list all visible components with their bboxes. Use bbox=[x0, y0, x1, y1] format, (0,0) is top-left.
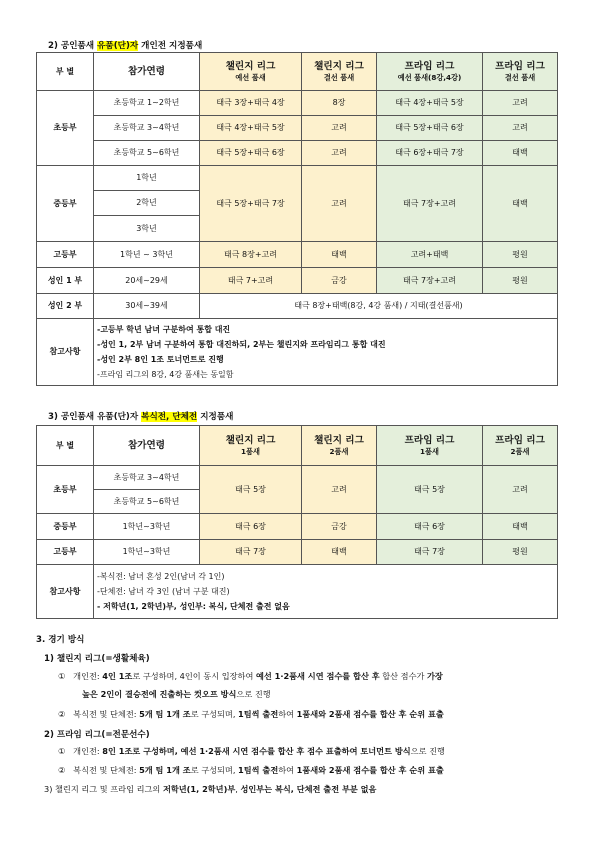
prime-league-heading: 2) 프라임 리그(=전문선수) bbox=[44, 730, 150, 740]
league-note bbox=[44, 784, 376, 795]
header-label: 프라임 리그 bbox=[495, 60, 545, 72]
item-text-bold: 8인 1조로 구성하며, 예선 1·2품새 시연 점수를 합산 후 점수 표출하여 토너먼트 방식 bbox=[102, 746, 411, 756]
notes-row bbox=[37, 565, 558, 619]
note-line: - 저학년(1, 2학년)부, 성인부: 복식, 단체전 출전 없음 bbox=[97, 602, 290, 611]
header-prime-final bbox=[483, 53, 558, 91]
cell: 고려 bbox=[302, 116, 377, 141]
header-sub: 1품새 bbox=[241, 446, 260, 456]
prime-item-2 bbox=[58, 765, 444, 776]
item-text: 3) 챌린지 리그 및 프라임 리그의 bbox=[44, 784, 163, 794]
item-text-bold: 성인부는 복식, 단체전 출전 부분 없음 bbox=[240, 784, 377, 794]
cell: 태백 bbox=[483, 141, 558, 166]
header-challenge-1 bbox=[200, 426, 302, 466]
header-label: 프라임 리그 bbox=[404, 60, 455, 72]
note-line: -성인 2부 8인 1조 토너먼트로 진행 bbox=[97, 355, 224, 364]
header-prime-prelim bbox=[377, 53, 483, 91]
cell: 고려 bbox=[483, 116, 558, 141]
pair-team-poomsae-table bbox=[36, 425, 558, 619]
header-label: 챌린지 리그 bbox=[225, 60, 276, 72]
item-number: ① bbox=[58, 671, 66, 681]
table-row bbox=[37, 166, 558, 191]
age-cell: 1학년 ~ 3학년 bbox=[94, 242, 200, 268]
cell: 고려 bbox=[483, 466, 558, 514]
header-sub: 2품새 bbox=[329, 446, 349, 456]
division-adult-2: 성인 2 부 bbox=[37, 294, 94, 319]
section-3-title-suffix: 지정품새 bbox=[197, 412, 234, 422]
item-text-bold: 1팀씩 출전 bbox=[238, 709, 279, 719]
header-prime-2 bbox=[483, 426, 558, 466]
header-label: 프라임 리그 bbox=[495, 434, 545, 446]
division-middle: 중등부 bbox=[37, 166, 94, 242]
table-row bbox=[37, 268, 558, 294]
age-cell: 초등학교 5~6학년 bbox=[94, 141, 200, 166]
division-middle: 중등부 bbox=[37, 514, 94, 540]
cell: 태극 8장+고려 bbox=[200, 242, 302, 268]
item-text: 로 구성하며, 4인이 동시 입장하여 bbox=[132, 671, 256, 681]
header-division: 부 별 bbox=[37, 53, 94, 91]
age-cell: 초등학교 5~6학년 bbox=[94, 490, 200, 514]
cell: 금강 bbox=[302, 268, 377, 294]
table-row bbox=[37, 91, 558, 116]
age-cell: 20세~29세 bbox=[94, 268, 200, 294]
item-text: 개인전: bbox=[73, 746, 103, 756]
age-cell: 초등학교 3~4학년 bbox=[94, 116, 200, 141]
cell: 태백 bbox=[483, 514, 558, 540]
cell: 태백 bbox=[302, 242, 377, 268]
cell: 태극 6장 bbox=[377, 514, 483, 540]
header-label: 챌린지 리그 bbox=[314, 434, 364, 446]
note-line: -복식전: 남녀 혼성 2인(남녀 각 1인) bbox=[97, 572, 225, 581]
item-text: 개인전: bbox=[73, 671, 103, 681]
item-text-bold: 5개 팀 1개 조 bbox=[139, 765, 191, 775]
age-cell: 1학년 bbox=[94, 166, 200, 191]
cell: 태극 5장 bbox=[377, 466, 483, 514]
method-heading: 3. 경기 방식 bbox=[36, 635, 85, 645]
item-text-bold: 1품새와 2품새 점수를 합산 후 순위 표출 bbox=[296, 709, 444, 719]
cell: 태백 bbox=[483, 166, 558, 242]
item-text: 복식전 및 단체전: bbox=[73, 765, 140, 775]
header-sub: 예선 품새 bbox=[235, 72, 266, 82]
cell: 고려 bbox=[483, 91, 558, 116]
individual-poomsae-table bbox=[36, 52, 558, 386]
cell: 고려 bbox=[302, 166, 377, 242]
notes-content bbox=[94, 319, 558, 386]
age-cell: 30세~39세 bbox=[94, 294, 200, 319]
division-high: 고등부 bbox=[37, 540, 94, 565]
cell: 평원 bbox=[483, 242, 558, 268]
item-number: ① bbox=[58, 746, 66, 756]
note-line: -성인 1, 2부 남녀 구분하여 통합 대진하되, 2부는 챌린지와 프라임리그 통합 대진 bbox=[97, 340, 386, 349]
cell: 8장 bbox=[302, 91, 377, 116]
cell: 태극 6장+태극 7장 bbox=[377, 141, 483, 166]
challenge-item-1 bbox=[58, 671, 443, 682]
cell: 태극 7장 bbox=[377, 540, 483, 565]
table-row bbox=[37, 116, 558, 141]
item-number: ② bbox=[58, 709, 66, 719]
item-text: 합산 점수가 bbox=[379, 671, 427, 681]
item-text-bold: 높은 2인이 결승전에 진출하는 컷오프 방식 bbox=[82, 689, 237, 699]
cell: 태극 7장+고려 bbox=[377, 268, 483, 294]
age-cell: 초등학교 1~2학년 bbox=[94, 91, 200, 116]
cell: 고려+태백 bbox=[377, 242, 483, 268]
cell: 태극 7장+고려 bbox=[377, 166, 483, 242]
item-text: 복식전 및 단체전: bbox=[73, 709, 140, 719]
section-3-table-title bbox=[48, 410, 233, 422]
item-number: ② bbox=[58, 765, 66, 775]
item-text-bold: 5개 팀 1개 조 bbox=[139, 709, 191, 719]
header-sub: 1품새 bbox=[420, 446, 439, 456]
note-line: -단체전: 남녀 각 3인 (남녀 구분 대진) bbox=[97, 587, 230, 596]
division-elementary: 초등부 bbox=[37, 91, 94, 166]
header-label: 챌린지 리그 bbox=[314, 60, 364, 72]
header-sub: 2품새 bbox=[510, 446, 530, 456]
item-text-bold: 가장 bbox=[427, 671, 443, 681]
cell: 태극 5장+태극 7장 bbox=[200, 166, 302, 242]
item-text-bold: 예선 1·2품새 시연 점수를 합산 후 bbox=[255, 671, 380, 681]
cell: 태극 5장+태극 6장 bbox=[200, 141, 302, 166]
cell: 태백 bbox=[302, 540, 377, 565]
item-text: 하여 bbox=[278, 709, 297, 719]
age-cell: 1학년~3학년 bbox=[94, 514, 200, 540]
age-cell: 1학년~3학년 bbox=[94, 540, 200, 565]
header-division: 부 별 bbox=[37, 426, 94, 466]
header-challenge-2 bbox=[302, 426, 377, 466]
cell: 평원 bbox=[483, 540, 558, 565]
table-row bbox=[37, 540, 558, 565]
item-text-bold: 1품새와 2품새 점수를 합산 후 순위 표출 bbox=[296, 765, 444, 775]
cell: 태극 3장+태극 4장 bbox=[200, 91, 302, 116]
age-cell: 초등학교 3~4학년 bbox=[94, 466, 200, 490]
item-text: 하여 bbox=[278, 765, 297, 775]
notes-row bbox=[37, 319, 558, 386]
cell: 태극 5장 bbox=[200, 466, 302, 514]
challenge-league-heading: 1) 챌린지 리그(=생활체육) bbox=[44, 654, 150, 664]
table-row bbox=[37, 466, 558, 490]
cell: 태극 7장 bbox=[200, 540, 302, 565]
cell: 태극 7+고려 bbox=[200, 268, 302, 294]
item-text-bold: 저학년(1, 2학년)부 bbox=[162, 784, 236, 794]
cell: 금강 bbox=[302, 514, 377, 540]
header-prime-1 bbox=[377, 426, 483, 466]
section-2-title-prefix: 2) 공인품새 bbox=[48, 41, 98, 51]
cell: 태극 4장+태극 5장 bbox=[377, 91, 483, 116]
division-high: 고등부 bbox=[37, 242, 94, 268]
cell: 태극 5장+태극 6장 bbox=[377, 116, 483, 141]
table-row bbox=[37, 514, 558, 540]
age-cell: 2학년 bbox=[94, 191, 200, 216]
notes-content bbox=[94, 565, 558, 619]
note-line: -프라임 리그의 8강, 4강 품새는 동일함 bbox=[97, 370, 234, 379]
prime-item-1 bbox=[58, 746, 445, 757]
header-sub: 결선 품새 bbox=[504, 72, 536, 82]
notes-label: 참고사항 bbox=[37, 565, 94, 619]
table-row bbox=[37, 294, 558, 319]
header-sub: 결선 품새 bbox=[323, 72, 355, 82]
section-2-title bbox=[48, 39, 202, 51]
cell: 태극 4장+태극 5장 bbox=[200, 116, 302, 141]
cell: 태극 6장 bbox=[200, 514, 302, 540]
header-challenge-final bbox=[302, 53, 377, 91]
section-3-title-prefix: 3) 공인품새 유품(단)자 bbox=[48, 412, 142, 422]
header-sub: 예선 품새(8강,4강) bbox=[397, 72, 462, 82]
header-age: 참가연령 bbox=[94, 426, 200, 466]
item-text: 로 구성되며, bbox=[190, 765, 239, 775]
notes-label: 참고사항 bbox=[37, 319, 94, 386]
cell: 고려 bbox=[302, 466, 377, 514]
cell: 평원 bbox=[483, 268, 558, 294]
table-row bbox=[37, 242, 558, 268]
header-label: 챌린지 리그 bbox=[225, 434, 276, 446]
division-adult-1: 성인 1 부 bbox=[37, 268, 94, 294]
cell: 고려 bbox=[302, 141, 377, 166]
table-row bbox=[37, 141, 558, 166]
section-2-title-suffix: 개인전 지정품새 bbox=[138, 41, 203, 51]
challenge-item-1-cont bbox=[82, 689, 271, 700]
age-cell: 3학년 bbox=[94, 216, 200, 242]
merged-cell: 태극 8장+태백(8강, 4강 품새) / 지태(결선품새) bbox=[200, 294, 558, 319]
item-text: 로 구성되며, bbox=[190, 709, 239, 719]
note-line: -고등부 학년 남녀 구분하여 통합 대진 bbox=[97, 325, 231, 334]
item-text: 으로 진행 bbox=[410, 746, 445, 756]
item-text-bold: 4인 1조 bbox=[102, 671, 133, 681]
header-challenge-prelim bbox=[200, 53, 302, 91]
item-text-bold: 1팀씩 출전 bbox=[238, 765, 279, 775]
division-elementary: 초등부 bbox=[37, 466, 94, 514]
item-text: , bbox=[235, 784, 241, 794]
header-age: 참가연령 bbox=[94, 53, 200, 91]
challenge-item-2 bbox=[58, 709, 444, 720]
section-2-title-highlight: 유품(단)자 bbox=[97, 41, 139, 51]
section-3-title-highlight: 복식전, 단체전 bbox=[141, 412, 198, 422]
header-label: 프라임 리그 bbox=[404, 434, 455, 446]
item-text: 으로 진행 bbox=[236, 689, 271, 699]
